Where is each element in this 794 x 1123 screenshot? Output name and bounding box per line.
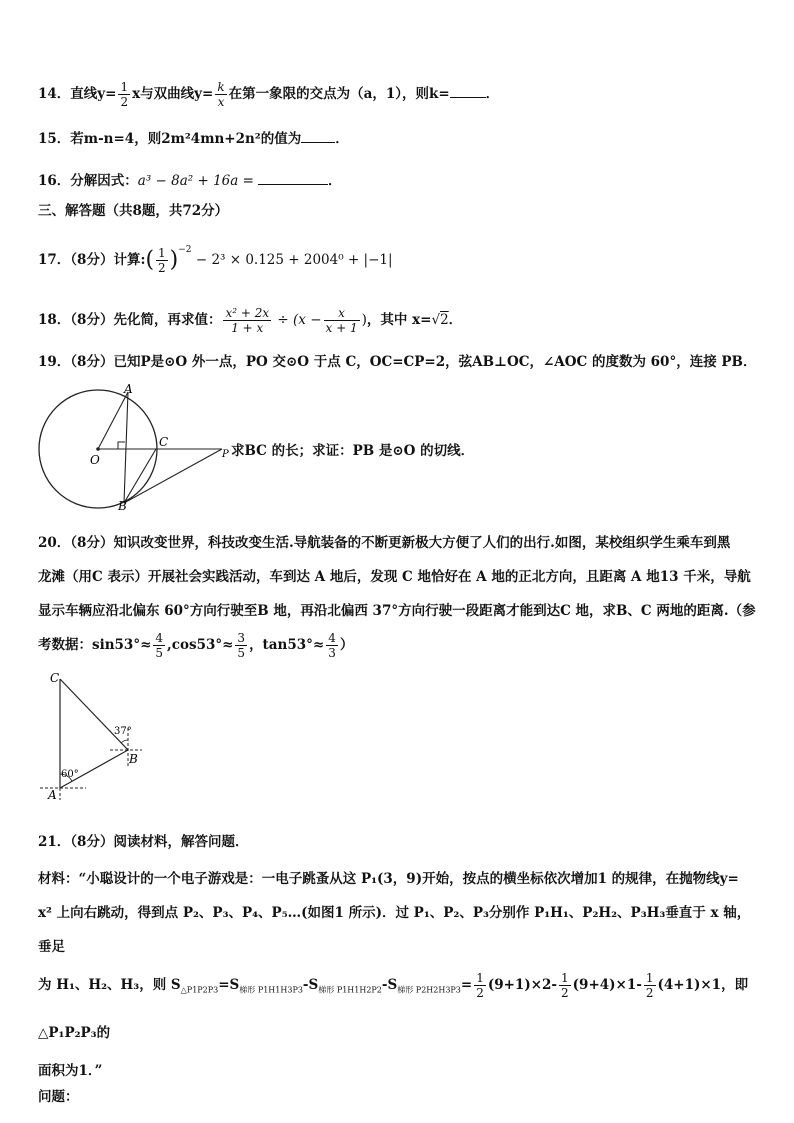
chord-ab (124, 392, 128, 503)
fraction-k-over-x: $\frac{k}{x}$ (217, 80, 225, 109)
answer-blank[interactable] (258, 172, 328, 185)
angle-60: 60° (61, 769, 79, 780)
label-o: O (90, 453, 100, 467)
line-pb (124, 449, 222, 503)
question-20: 20．（8分）知识改变世界，科技改变生活.导航装备的不断更新极大方便了人们的出行.如图，某校组织学生乘车到黑 龙滩（用C 表示）开展社会实践活动，车到达 A 地后，发现 C 地恰好在 A 地的正北方向，且距离 A 地13 千米，导航 显示车辆应沿北偏东 60°方向行驶至B 地，再沿北偏西 37°方向行驶一段距离才能到达C 地，求B、C 两地的距离.（参 考数据：sin53°≈ $\frac{4}{5}$ ,cos53°≈ $\frac{3}{5}$ ，tan53°≈ $\frac{4}{3}$ ） (38, 535, 756, 660)
question-18: 18．（8分）先化简，再求值： $\frac{\text{x² + 2x}}{1 + x}$ ÷ (x − $\frac{x}{x + 1}$ )，其中 x=√2． (38, 306, 463, 335)
label-p: P (222, 449, 229, 460)
question-15: 15．若m-n=4，则2m²4mn+2n²的值为 ． (38, 131, 349, 147)
fraction-half: $\frac{1}{2}$ (120, 80, 129, 109)
question-19: 19．（8分）已知P是⊙O 外一点，PO 交⊙O 于点 C，OC=CP=2，弦AB⊥OC，∠AOC 的度数为 60°，连接 PB． (38, 354, 757, 370)
angle-37: 37° (114, 726, 132, 737)
question-17: 17．（8分）计算:( $\frac{1}{2}$ )$^{-2}$ − 2³ × 0.125 + 2004⁰ + |−1| (38, 245, 393, 275)
question-14: 14．直线y= $\frac{1}{2}$ x与双曲线y= $\frac{k}{x}$ 在第一象限的交点为（a，1），则k= ． (38, 80, 500, 109)
label-b: B (118, 499, 127, 510)
question-21-material: 材料：“小聪设计的一个电子游戏是：一电子跳蚤从这 P₁(3，9)开始，按点的横坐标依次增加1 的规律，在抛物线y= x² 上向右跳动，得到点 P₂、P₃、P₄、P₅…(如图1 所示)．过 P₁、P₂、P₃分别作 P₁H₁、P₂H₂、P₃H₃垂直于 x 轴，垂足 为 H₁、H₂、H₃，则 $S_{\triangle P1P2P3}=S_{梯形 P1H1H3P3}-S_{梯形 P1H1H2P2}-S_{梯形 P2H2H3P3}=$ $\frac{1}{2}$ (9+1)×2- $\frac{1}{2}$ (9+4)×1- $\frac{1}{2}$ (4+1)×1，即△P₁P₂P₃的 面积为1．” 问题： (38, 871, 751, 1105)
label-a: A (124, 382, 133, 396)
label-c: C (50, 671, 60, 685)
label-a: A (48, 788, 57, 802)
question-21: 21．（8分）阅读材料，解答问题． (38, 834, 249, 850)
answer-blank[interactable] (301, 130, 335, 143)
triangle-figure (36, 668, 156, 804)
line-oa (98, 392, 128, 449)
question-19-ask: 求BC 的长；求证：PB 是⊙O 的切线． (231, 443, 475, 459)
line-cb (60, 679, 128, 750)
section-title: 三、解答题（共8题，共72分） (38, 203, 229, 219)
label-c: C (159, 435, 169, 449)
line-bc (124, 449, 156, 503)
label-b: B (129, 752, 138, 766)
question-16: 16．分解因式：a³ − 8a² + 16a = ． (38, 173, 342, 189)
right-angle-mark (118, 442, 125, 449)
circle-figure (34, 380, 234, 510)
answer-blank[interactable] (450, 85, 486, 98)
